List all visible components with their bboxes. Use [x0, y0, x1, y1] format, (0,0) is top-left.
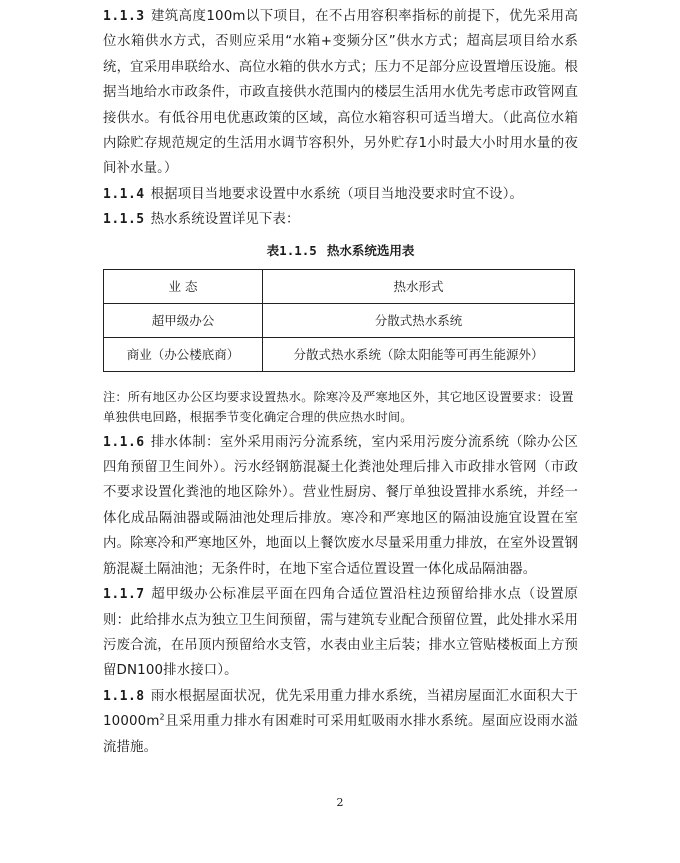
table-cell: 分散式热水系统: [263, 303, 575, 337]
table-caption: [103, 243, 578, 259]
section-number: 1.1.5: [103, 212, 145, 228]
section-text: 且采用重力排水有困难时可采用虹吸雨水排水系统。屋面应设雨水溢流措施。: [103, 714, 578, 755]
table-cell: 分散式热水系统（除太阳能等可再生能源外）: [263, 337, 575, 371]
section-1-1-8: [103, 684, 578, 760]
table-note: 注：所有地区办公区均要求设置热水。除寒冷及严寒地区外，其它地区设置要求：设置单独供电回路，根据季节变化确定合理的供应热水时间。: [103, 389, 574, 424]
section-text: 超甲级办公标准层平面在四角合适位置沿柱边预留给排水点（设置原则：此给排水点为独立卫生间预留，需与建筑专业配合预留位置，此处排水采用污废合流，在吊顶内预留给水支管，水表由业主后装；排水立管贴楼板面上方预留DN100排水接口）。: [103, 587, 578, 679]
table-caption-title: 热水系统选用表: [326, 242, 415, 258]
table-header-row: [104, 269, 575, 303]
hot-water-table: [103, 269, 575, 372]
section-text: 根据项目当地要求设置中水系统（项目当地没要求时宜不设）。: [150, 186, 524, 202]
document-page: [103, 4, 578, 760]
superscript: 2: [159, 712, 165, 722]
table-row: [104, 303, 575, 337]
section-text: 建筑高度100m以下项目，在不占用容积率指标的前提下，优先采用高位水箱供水方式，否则应采用“水箱+变频分区”供水方式；超高层项目给水系统，宜采用串联给水、高位水箱的供水方式；压力不足部分应设置增压设施。根据当地给水市政条件，市政直接供水范围内的楼层生活用水优先考虑市政管网直接供水。有低谷用电优惠政策的区域，高位水箱容积可适当增大。（此高位水箱内除贮存规范规定的生活用水调节容积外，另外贮存1小时最大小时用水量的夜间补水量。）: [103, 9, 578, 177]
section-1-1-4: [103, 182, 578, 207]
table-caption-number: 表1.1.5: [266, 242, 317, 258]
section-1-1-7: [103, 582, 578, 684]
table-header-cell: 业 态: [104, 269, 263, 303]
section-number: 1.1.4: [103, 186, 145, 202]
table-header-cell: 热水形式: [263, 269, 575, 303]
section-1-1-5: [103, 207, 578, 232]
section-text: 雨水根据屋面状况，优先采用重力排水系统，当裙房屋面汇水面积大于10000m: [103, 688, 578, 730]
section-number: 1.1.6: [103, 434, 145, 450]
section-1-1-6: [103, 430, 578, 582]
section-number: 1.1.7: [103, 587, 145, 603]
section-text: 排水体制：室外采用雨污分流系统，室内采用污废分流系统（除办公区四角预留卫生间外）。污水经钢筋混凝土化粪池处理后排入市政排水管网（市政不要求设置化粪池的地区除外）。营业性厨房、餐厅单独设置排水系统，并经一体化成品隔油器或隔油池处理后排放。寒冷和严寒地区的隔油设施宜设置在室内。除寒冷和严寒地区外，地面以上餐饮废水尽量采用重力排放，在室外设置钢筋混凝土隔油池；无条件时，在地下室合适位置设置一体化成品隔油器。: [103, 434, 578, 577]
section-1-1-3: [103, 4, 578, 182]
table-row: [104, 337, 575, 371]
table-cell: 超甲级办公: [104, 303, 263, 337]
page-number: 2: [336, 796, 344, 809]
section-number: 1.1.3: [103, 9, 145, 24]
table-cell: 商业（办公楼底商）: [104, 337, 263, 371]
section-number: 1.1.8: [103, 688, 145, 704]
section-text: 热水系统设置详见下表：: [150, 212, 300, 228]
